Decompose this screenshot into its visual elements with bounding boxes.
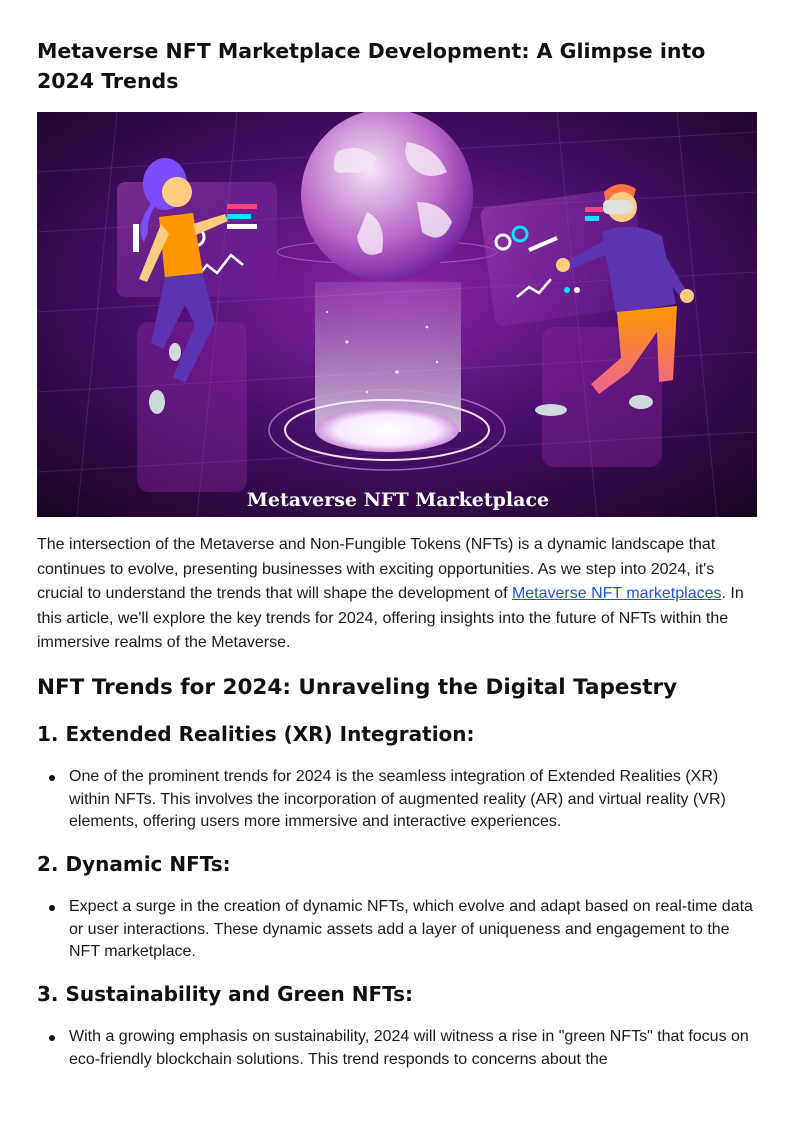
bullet-icon (49, 775, 55, 781)
trend-list-dynamic (37, 896, 757, 964)
list-item (37, 1026, 757, 1071)
list-item (37, 766, 757, 834)
intro-text-before: The intersection of the Metaverse and Non-Fungible Tokens (NFTs) is a dynamic landscape that continues to evolve, presenting businesses with exciting opportunities. As we step into 2024, it's crucial to understand the trends that will shape the development of (37, 536, 716, 602)
metaverse-nft-marketplaces-link[interactable]: Metaverse NFT marketplaces (511, 585, 722, 602)
intro-paragraph (37, 533, 757, 656)
trend-heading-xr: 1. Extended Realities (XR) Integration: (37, 722, 475, 746)
trend-heading-dynamic: 2. Dynamic NFTs: (37, 852, 231, 876)
trend-list-sustainability (37, 1026, 757, 1071)
trend-list-xr (37, 766, 757, 834)
intro-text-after: . In this article, we'll explore the key trends for 2024, offering insights into the future of NFTs within the immersive realms of the Metaverse. (37, 585, 744, 651)
trend-heading-sustainability: 3. Sustainability and Green NFTs: (37, 982, 414, 1006)
bullet-icon (49, 1035, 55, 1041)
glowing-pad-shape (315, 408, 459, 452)
bullet-icon (49, 905, 55, 911)
hero-image (37, 112, 757, 517)
section-heading: NFT Trends for 2024: Unraveling the Digital Tapestry (37, 675, 678, 700)
list-item (37, 896, 757, 964)
trend-bullet-text: One of the prominent trends for 2024 is the seamless integration of Extended Realities (XR) within NFTs. This involves the incorporation of augmented reality (AR) and virtual reality (VR) elements, offering users more immersive and interactive experiences. (69, 768, 726, 830)
trend-bullet-text: With a growing emphasis on sustainability, 2024 will witness a rise in "green NFTs" that focus on eco-friendly blockchain solutions. This trend responds to concerns about the (69, 1028, 749, 1068)
hero-illustration (37, 112, 757, 517)
trend-bullet-text: Expect a surge in the creation of dynamic NFTs, which evolve and adapt based on real-time data or user interactions. These dynamic assets add a layer of uniqueness and engagement to the NFT marketplace. (69, 898, 753, 960)
hero-caption: Metaverse NFT Marketplace (246, 489, 550, 511)
article-title: Metaverse NFT Marketplace Development: A Glimpse into 2024 Trends (37, 39, 706, 93)
